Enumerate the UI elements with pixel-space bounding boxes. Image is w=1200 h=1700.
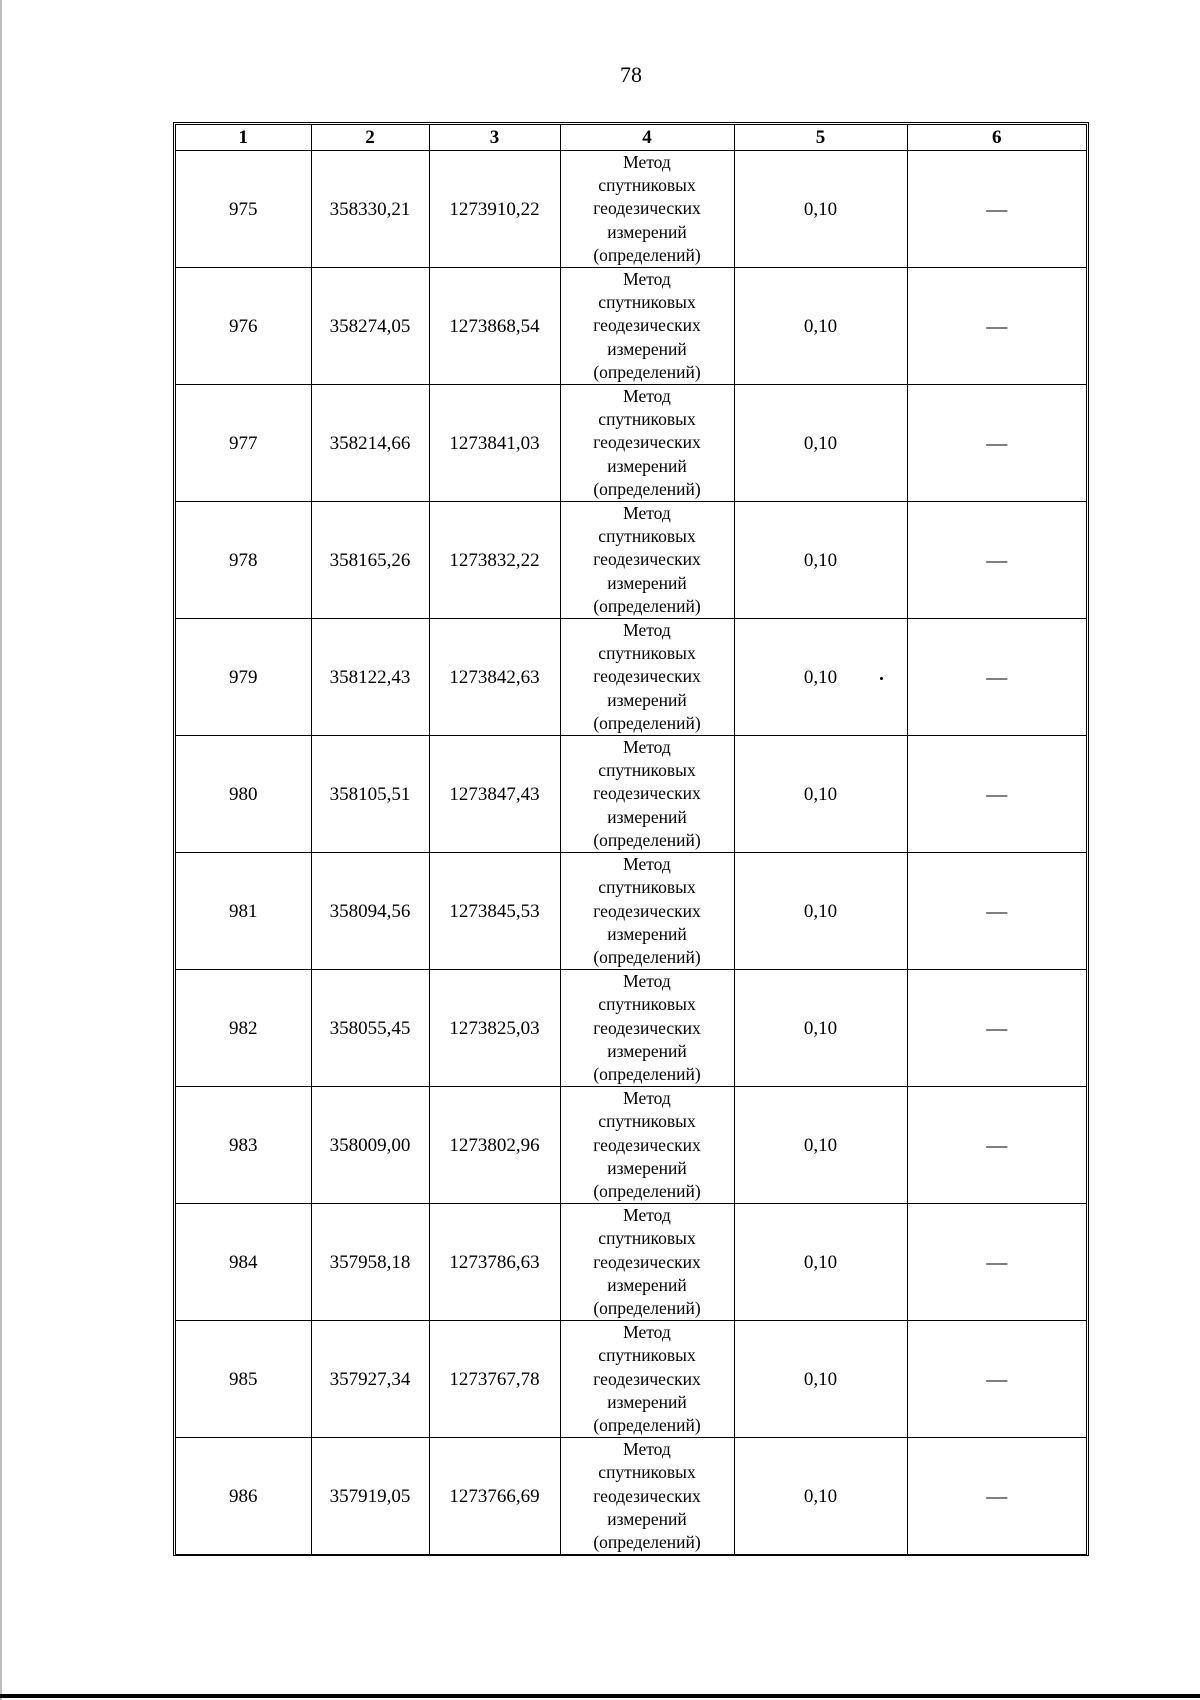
accuracy-cell: 0,10 (734, 502, 907, 619)
method-line: спутниковых (598, 643, 696, 664)
method-line: (определений) (593, 1063, 701, 1084)
method-line: измерений (607, 1157, 687, 1178)
point-number-cell: 982 (176, 970, 311, 1087)
method-line: измерений (607, 923, 687, 944)
point-number-cell: 984 (176, 1204, 311, 1321)
point-number-cell: 975 (176, 151, 311, 268)
y-coordinate-cell: 1273786,63 (429, 1204, 560, 1321)
header-col-5: 5 (734, 125, 907, 151)
y-coordinate-cell: 1273802,96 (429, 1087, 560, 1204)
accuracy-cell: 0,10 (734, 1321, 907, 1438)
method-line: Метод (623, 269, 671, 290)
method-line: Метод (623, 737, 671, 758)
x-coordinate-cell: 358055,45 (311, 970, 429, 1087)
note-cell: — (907, 151, 1086, 268)
x-coordinate-cell: 358165,26 (311, 502, 429, 619)
header-col-1: 1 (176, 125, 311, 151)
method-line: измерений (607, 1391, 687, 1412)
method-line: спутниковых (598, 409, 696, 430)
method-cell (560, 736, 734, 853)
method-line: геодезических (593, 549, 701, 570)
method-line: (определений) (593, 712, 701, 733)
method-line: геодезических (593, 198, 701, 219)
point-number-cell: 980 (176, 736, 311, 853)
note-cell: — (907, 736, 1086, 853)
y-coordinate-cell: 1273847,43 (429, 736, 560, 853)
method-cell (560, 619, 734, 736)
method-line: Метод (623, 1088, 671, 1109)
point-number-cell: 978 (176, 502, 311, 619)
method-line: геодезических (593, 1017, 701, 1038)
method-line: спутниковых (598, 877, 696, 898)
y-coordinate-cell: 1273841,03 (429, 385, 560, 502)
y-coordinate-cell: 1273910,22 (429, 151, 560, 268)
method-line: геодезических (593, 1134, 701, 1155)
note-cell: — (907, 1087, 1086, 1204)
method-line: измерений (607, 338, 687, 359)
table-row (176, 1087, 1086, 1204)
method-line: (определений) (593, 478, 701, 499)
method-line: (определений) (593, 1414, 701, 1435)
coordinates-table-frame (173, 122, 1089, 1556)
method-line: Метод (623, 386, 671, 407)
table-body (176, 151, 1086, 1555)
table-header-row (176, 125, 1086, 151)
method-line: (определений) (593, 361, 701, 382)
note-cell: — (907, 385, 1086, 502)
method-line: (определений) (593, 1180, 701, 1201)
method-cell (560, 970, 734, 1087)
method-line: измерений (607, 689, 687, 710)
accuracy-cell: 0,10 (734, 970, 907, 1087)
header-col-3: 3 (429, 125, 560, 151)
method-line: измерений (607, 572, 687, 593)
method-line: Метод (623, 1205, 671, 1226)
method-line: геодезических (593, 666, 701, 687)
method-line: Метод (623, 1322, 671, 1343)
x-coordinate-cell: 358214,66 (311, 385, 429, 502)
note-cell: — (907, 970, 1086, 1087)
x-coordinate-cell: 358330,21 (311, 151, 429, 268)
accuracy-cell: 0,10 (734, 1204, 907, 1321)
method-cell (560, 1087, 734, 1204)
method-line: Метод (623, 971, 671, 992)
x-coordinate-cell: 357927,34 (311, 1321, 429, 1438)
method-line: Метод (623, 152, 671, 172)
method-line: (определений) (593, 829, 701, 850)
header-col-6: 6 (907, 125, 1086, 151)
method-line: спутниковых (598, 760, 696, 781)
method-line: Метод (623, 620, 671, 641)
coordinates-table (176, 125, 1086, 1554)
y-coordinate-cell: 1273842,63 (429, 619, 560, 736)
method-line: Метод (623, 1439, 671, 1460)
method-line: (определений) (593, 946, 701, 967)
point-number-cell: 979 (176, 619, 311, 736)
accuracy-cell: 0,10 (734, 385, 907, 502)
method-line: спутниковых (598, 1345, 696, 1366)
method-line: измерений (607, 455, 687, 476)
y-coordinate-cell: 1273868,54 (429, 268, 560, 385)
point-number-cell: 985 (176, 1321, 311, 1438)
accuracy-cell: 0,10 (734, 619, 907, 736)
table-row (176, 1321, 1086, 1438)
note-cell: — (907, 1204, 1086, 1321)
method-line: спутниковых (598, 994, 696, 1015)
method-line: спутниковых (598, 1228, 696, 1249)
method-line: (определений) (593, 595, 701, 616)
y-coordinate-cell: 1273767,78 (429, 1321, 560, 1438)
x-coordinate-cell: 358105,51 (311, 736, 429, 853)
method-line: геодезических (593, 315, 701, 336)
point-number-cell: 976 (176, 268, 311, 385)
method-line: геодезических (593, 783, 701, 804)
method-cell (560, 385, 734, 502)
note-cell: — (907, 1438, 1086, 1555)
method-cell (560, 268, 734, 385)
x-coordinate-cell: 358094,56 (311, 853, 429, 970)
method-line: измерений (607, 806, 687, 827)
accuracy-cell: 0,10 (734, 151, 907, 268)
method-line: измерений (607, 1274, 687, 1295)
method-line: (определений) (593, 244, 701, 265)
method-line: измерений (607, 221, 687, 242)
scan-speck (880, 677, 883, 680)
note-cell: — (907, 502, 1086, 619)
table-row (176, 1204, 1086, 1321)
method-line: Метод (623, 503, 671, 524)
y-coordinate-cell: 1273832,22 (429, 502, 560, 619)
method-line: геодезических (593, 1251, 701, 1272)
method-cell (560, 1321, 734, 1438)
table-row (176, 502, 1086, 619)
method-line: (определений) (593, 1297, 701, 1318)
method-cell (560, 853, 734, 970)
accuracy-cell: 0,10 (734, 1087, 907, 1204)
scan-left-edge (0, 0, 2, 1700)
method-line: Метод (623, 854, 671, 875)
table-row (176, 151, 1086, 268)
table-row (176, 1438, 1086, 1555)
point-number-cell: 977 (176, 385, 311, 502)
point-number-cell: 986 (176, 1438, 311, 1555)
header-col-4: 4 (560, 125, 734, 151)
x-coordinate-cell: 357958,18 (311, 1204, 429, 1321)
method-line: геодезических (593, 1485, 701, 1506)
method-line: спутниковых (598, 1462, 696, 1483)
table-row (176, 736, 1086, 853)
note-cell: — (907, 853, 1086, 970)
table-row (176, 268, 1086, 385)
method-line: геодезических (593, 432, 701, 453)
point-number-cell: 983 (176, 1087, 311, 1204)
table-row (176, 853, 1086, 970)
method-line: измерений (607, 1040, 687, 1061)
y-coordinate-cell: 1273845,53 (429, 853, 560, 970)
method-cell (560, 1438, 734, 1555)
scan-bottom-edge (0, 1694, 1200, 1698)
x-coordinate-cell: 358274,05 (311, 268, 429, 385)
method-cell (560, 502, 734, 619)
note-cell: — (907, 268, 1086, 385)
accuracy-cell: 0,10 (734, 268, 907, 385)
accuracy-cell: 0,10 (734, 1438, 907, 1555)
method-line: спутниковых (598, 526, 696, 547)
accuracy-cell: 0,10 (734, 736, 907, 853)
method-line: геодезических (593, 900, 701, 921)
page-number: 78 (620, 62, 642, 87)
method-line: спутниковых (598, 175, 696, 196)
method-line: спутниковых (598, 1111, 696, 1132)
table-row (176, 619, 1086, 736)
method-cell (560, 1204, 734, 1321)
note-cell: — (907, 1321, 1086, 1438)
x-coordinate-cell: 357919,05 (311, 1438, 429, 1555)
table-row (176, 385, 1086, 502)
y-coordinate-cell: 1273825,03 (429, 970, 560, 1087)
method-line: спутниковых (598, 292, 696, 313)
x-coordinate-cell: 358009,00 (311, 1087, 429, 1204)
method-line: (определений) (593, 1531, 701, 1552)
note-cell: — (907, 619, 1086, 736)
point-number-cell: 981 (176, 853, 311, 970)
x-coordinate-cell: 358122,43 (311, 619, 429, 736)
accuracy-cell: 0,10 (734, 853, 907, 970)
y-coordinate-cell: 1273766,69 (429, 1438, 560, 1555)
method-line: геодезических (593, 1368, 701, 1389)
header-col-2: 2 (311, 125, 429, 151)
method-line: измерений (607, 1508, 687, 1529)
method-cell (560, 151, 734, 268)
table-row (176, 970, 1086, 1087)
